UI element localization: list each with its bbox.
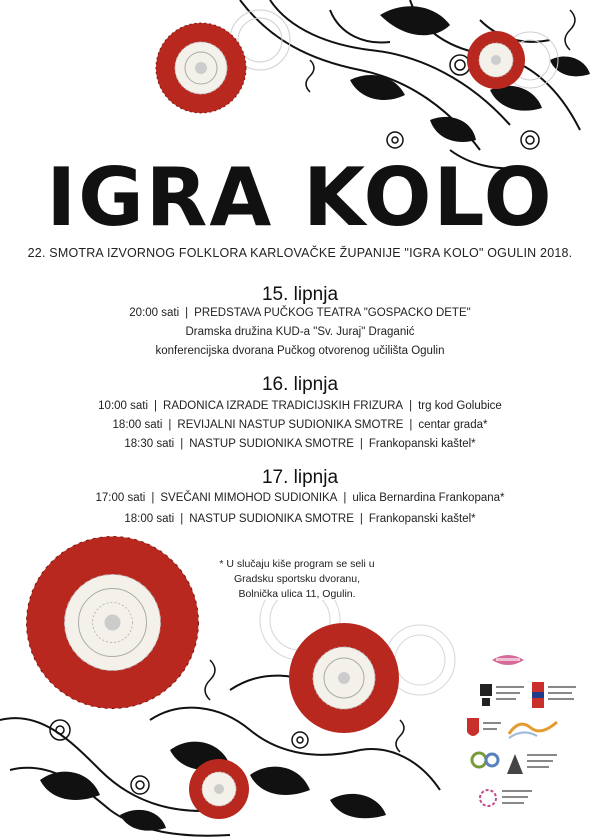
event-line: 10:00 sati | RADONICA IZRADE TRADICIJSKIH FRIZURA | trg kod Golubice [98,400,502,412]
event-time: 20:00 sati [129,307,180,319]
event-time: 17:00 sati [95,492,146,504]
event-performer: Dramska družina KUD-a "Sv. Juraj" Draganić [185,326,415,338]
rain-note [212,557,382,602]
event-title: NASTUP SUDIONIKA SMOTRE [189,438,354,450]
sponsor-logo-grad-ogulin [465,716,505,744]
sponsor-logo-museum [505,748,565,778]
event-title: RADONICA IZRADE TRADICIJSKIH FRIZURA [163,400,404,412]
event-line: 18:00 sati | REVIJALNI NASTUP SUDIONIKA SMOTRE | centar grada* [112,419,488,431]
event-location: Frankopanski kaštel* [368,438,476,450]
sponsor-logo-croatia [530,680,580,712]
red-rosette-small [188,758,250,820]
rain-note-line: Gradsku sportsku dvoranu, [233,573,361,585]
event-time: 18:30 sati [124,438,175,450]
event-title: REVIJALNI NASTUP SUDIONIKA SMOTRE [177,419,404,431]
event-title: SVEČANI MIMOHOD SUDIONIKA [160,492,338,504]
event-title: NASTUP SUDIONIKA SMOTRE [189,513,354,525]
day-1-date: 15. lipnja [261,284,339,305]
event-line: 18:30 sati | NASTUP SUDIONIKA SMOTRE | Frankopanski kaštel* [124,438,476,450]
event-time: 10:00 sati [98,400,149,412]
rain-note-line: * U slučaju kiše program se seli u [219,558,375,570]
event-line [0,326,600,338]
event-location: konferencijska dvorana Pučkog otvorenog učilišta Ogulin [155,345,445,357]
sponsor-logo-pou-ogulin [478,680,528,710]
event-location: Frankopanski kaštel* [368,513,476,525]
red-rosette-top-left [155,22,247,114]
event-line: 20:00 sati | PREDSTAVA PUČKOG TEATRA "GOSPACKO DETE" [129,307,471,319]
event-line [0,345,600,357]
poster-title: IGRA KOLO [46,151,554,244]
event-location: trg kod Golubice [418,400,502,412]
sponsor-logo-festival [505,716,567,742]
day-2-date: 16. lipnja [261,374,339,395]
red-rosette-large [25,535,200,710]
event-line: 17:00 sati | SVEČANI MIMOHOD SUDIONIKA | ulica Bernardina Frankopana* [95,492,505,504]
sponsor-logo-school [478,784,538,814]
event-location: ulica Bernardina Frankopana* [352,492,505,504]
rain-note-line: Bolnička ulica 11, Ogulin. [238,588,356,600]
sponsor-logo-ribbon [490,650,526,670]
sponsor-logo-og [470,748,502,774]
day-3-date: 17. lipnja [261,467,339,488]
red-rosette-top-right [466,30,526,90]
event-time: 18:00 sati [112,419,163,431]
event-location: centar grada* [418,419,488,431]
event-time: 18:00 sati [124,513,175,525]
red-rosette-medium [288,622,400,734]
poster-subtitle: 22. SMOTRA IZVORNOG FOLKLORA KARLOVAČKE ŽUPANIJE "IGRA KOLO" OGULIN 2018. [27,246,573,260]
event-title: PREDSTAVA PUČKOG TEATRA "GOSPACKO DETE" [194,307,471,319]
event-line: 18:00 sati | NASTUP SUDIONIKA SMOTRE | Frankopanski kaštel* [124,513,476,525]
